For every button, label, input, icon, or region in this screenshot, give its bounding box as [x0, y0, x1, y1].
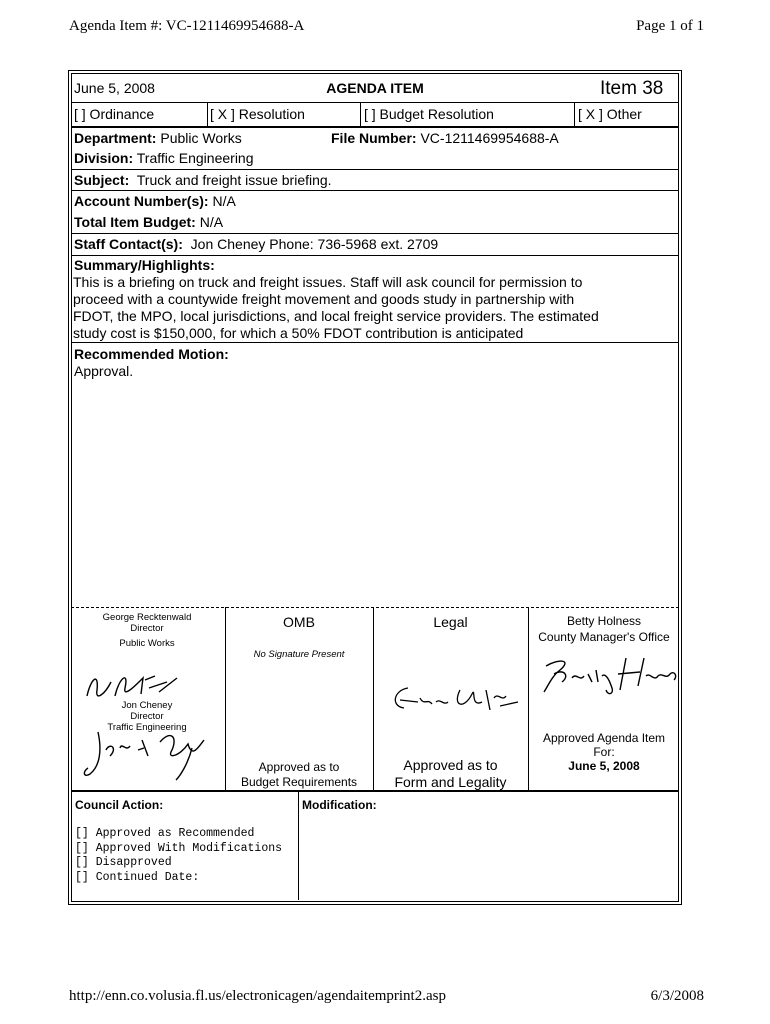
type-resolution: [ X ] Resolution	[210, 106, 305, 122]
page-footer-url: http://enn.co.volusia.fl.us/electronicagen/agendaitemprint2.asp	[69, 988, 446, 1004]
divider	[298, 792, 299, 900]
summary-line: study cost is $150,000, for which a 50% FDOT contribution is anticipated	[73, 325, 524, 341]
divider	[207, 103, 208, 126]
director-name: George Recktenwald	[102, 612, 192, 623]
type-ordinance: [ ] Ordinance	[74, 106, 155, 122]
manager-name: Betty Holness	[566, 614, 642, 628]
manager-signature	[540, 652, 680, 697]
type-other: [ X ] Other	[578, 106, 642, 122]
department-row: Department: Public Works	[74, 130, 242, 146]
staff-department: Traffic Engineering	[107, 722, 187, 733]
divider	[71, 190, 679, 191]
manager-office: County Manager's Office	[538, 630, 670, 644]
summary-text	[73, 274, 663, 342]
divider	[71, 102, 679, 103]
council-option-disapproved: [] Disapproved	[75, 856, 172, 869]
legal-title: Legal	[433, 614, 468, 630]
account-number-row: Account Number(s): N/A	[74, 193, 236, 209]
summary-line: proceed with a countywide freight movement and goods study in partnership with	[73, 291, 575, 307]
omb-approved-line: Approved as to	[258, 760, 340, 774]
legal-signature	[390, 680, 525, 720]
council-option-approved: [] Approved as Recommended	[75, 827, 255, 840]
subject-row: Subject: Truck and freight issue briefing.	[74, 172, 332, 188]
summary-line: FDOT, the MPO, local jurisdictions, and local freight service providers. The estimated	[73, 308, 599, 324]
divider	[360, 103, 361, 126]
divider	[71, 169, 679, 170]
page-header-page-count: Page 1 of 1	[636, 18, 704, 34]
council-option-continued-date: [] Continued Date:	[75, 870, 200, 884]
manager-approved-line: Approved Agenda Item	[542, 731, 666, 745]
staff-title: Director	[130, 711, 164, 722]
director-title: Director	[130, 623, 164, 634]
staff-name: Jon Cheney	[121, 700, 173, 711]
staff-contact-row: Staff Contact(s): Jon Cheney Phone: 736-5968 ext. 2709	[74, 236, 439, 252]
recommended-motion-label: Recommended Motion:	[74, 346, 229, 362]
legal-approved-line: Form and Legality	[394, 774, 507, 790]
divider	[71, 607, 679, 608]
total-budget-row: Total Item Budget: N/A	[74, 214, 224, 230]
page-footer-date: 6/3/2008	[650, 988, 704, 1004]
file-number-row: File Number: VC-1211469954688-A	[331, 130, 559, 146]
council-action-options	[75, 827, 282, 885]
staff-signature	[80, 728, 210, 783]
manager-approved-date: June 5, 2008	[568, 759, 640, 773]
council-action-label: Council Action:	[75, 798, 164, 812]
recommended-motion-text: Approval.	[74, 363, 134, 379]
agenda-item-number: Item 38	[600, 78, 664, 99]
omb-approved-line: Budget Requirements	[240, 775, 358, 789]
divider	[71, 233, 679, 234]
summary-label: Summary/Highlights:	[74, 257, 215, 273]
divider	[71, 342, 679, 343]
divider	[71, 790, 679, 792]
omb-title: OMB	[283, 614, 315, 630]
agenda-date: June 5, 2008	[74, 80, 155, 96]
omb-signature-note: No Signature Present	[253, 649, 345, 660]
manager-approved-line: For:	[593, 745, 615, 759]
legal-approved-line: Approved as to	[403, 757, 498, 773]
divider	[71, 126, 679, 128]
type-budget-resolution: [ ] Budget Resolution	[364, 106, 494, 122]
summary-line: This is a briefing on truck and freight issues. Staff will ask council for permission to	[73, 274, 583, 290]
modification-label: Modification:	[302, 798, 377, 812]
page-header-agenda-number: Agenda Item #: VC-1211469954688-A	[69, 18, 305, 34]
director-department: Public Works	[119, 638, 175, 649]
council-option-approved-with-modifications: [] Approved With Modifications	[75, 841, 283, 855]
divider	[71, 255, 679, 256]
agenda-title: AGENDA ITEM	[326, 80, 424, 96]
division-row: Division: Traffic Engineering	[74, 150, 254, 166]
divider	[574, 103, 575, 126]
